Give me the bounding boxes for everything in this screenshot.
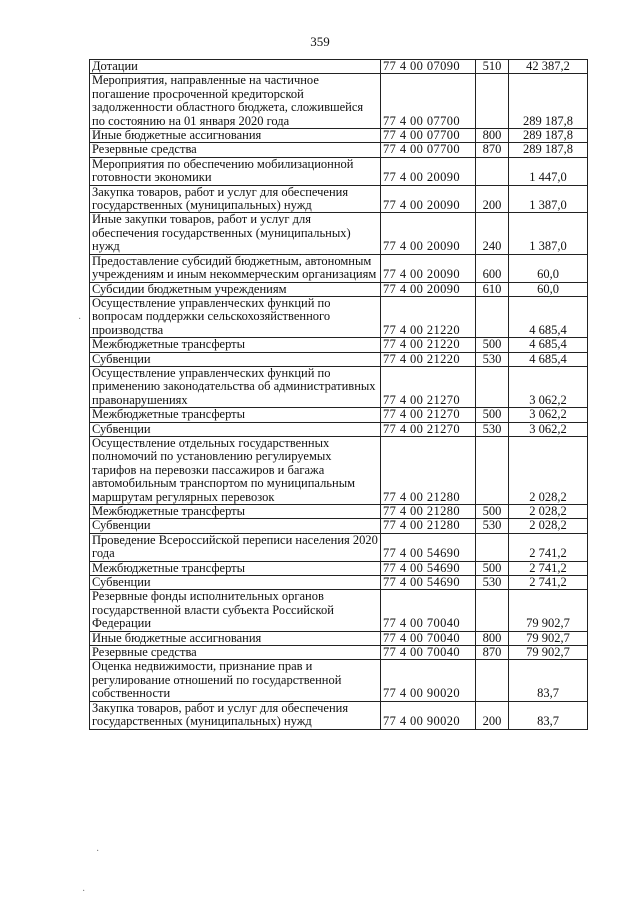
row-vr-cell: 530	[476, 519, 509, 533]
table-row	[90, 505, 588, 519]
row-name-cell: Резервные средства	[90, 143, 381, 157]
table-row	[90, 143, 588, 157]
row-vr-cell: 800	[476, 631, 509, 645]
table-row	[90, 213, 588, 254]
row-code-cell: 77 4 00 21280	[381, 436, 476, 504]
row-name-cell: Закупка товаров, работ и услуг для обеспечения государственных (муниципальных) нужд	[90, 185, 381, 213]
row-vr-cell	[476, 660, 509, 701]
row-vr-cell	[476, 590, 509, 631]
row-vr-cell: 870	[476, 143, 509, 157]
table-row	[90, 282, 588, 296]
row-vr-cell: 500	[476, 338, 509, 352]
table-row	[90, 533, 588, 561]
scan-dot: ·	[82, 886, 86, 897]
table-row	[90, 129, 588, 143]
row-code-cell: 77 4 00 07700	[381, 74, 476, 129]
row-code-cell: 77 4 00 21220	[381, 352, 476, 366]
row-vr-cell	[476, 296, 509, 337]
row-name-cell: Резервные фонды исполнительных органов государственной власти субъекта Российской Федерации	[90, 590, 381, 631]
row-sum-cell: 83,7	[509, 660, 588, 701]
row-code-cell: 77 4 00 07700	[381, 129, 476, 143]
row-code-cell: 77 4 00 20090	[381, 213, 476, 254]
row-vr-cell: 510	[476, 60, 509, 74]
row-vr-cell	[476, 157, 509, 185]
table-row	[90, 185, 588, 213]
row-vr-cell: 500	[476, 408, 509, 422]
row-sum-cell: 289 187,8	[509, 143, 588, 157]
row-code-cell: 77 4 00 21220	[381, 338, 476, 352]
row-sum-cell: 60,0	[509, 254, 588, 282]
page-number: 359	[310, 34, 330, 49]
row-sum-cell: 60,0	[509, 282, 588, 296]
row-name-cell: Оценка недвижимости, признание прав и регулирование отношений по государственной собственности	[90, 660, 381, 701]
row-code-cell: 77 4 00 21280	[381, 519, 476, 533]
row-name-cell: Закупка товаров, работ и услуг для обеспечения государственных (муниципальных) нужд	[90, 701, 381, 729]
row-name-cell: Межбюджетные трансферты	[90, 338, 381, 352]
row-name-cell: Субсидии бюджетным учреждениям	[90, 282, 381, 296]
row-code-cell: 77 4 00 90020	[381, 701, 476, 729]
row-sum-cell: 3 062,2	[509, 366, 588, 407]
row-vr-cell: 870	[476, 646, 509, 660]
row-vr-cell	[476, 366, 509, 407]
row-vr-cell	[476, 74, 509, 129]
row-name-cell: Иные бюджетные ассигнования	[90, 129, 381, 143]
row-name-cell: Субвенции	[90, 519, 381, 533]
row-name-cell: Мероприятия, направленные на частичное погашение просроченной кредиторской задолженности областного бюджета, сложившейся по состоянию на 01 января 2020 года	[90, 74, 381, 129]
row-sum-cell: 79 902,7	[509, 590, 588, 631]
table-row	[90, 74, 588, 129]
table-row	[90, 422, 588, 436]
scan-dot: ·	[96, 846, 100, 857]
row-sum-cell: 79 902,7	[509, 631, 588, 645]
row-vr-cell: 530	[476, 352, 509, 366]
row-code-cell: 77 4 00 20090	[381, 282, 476, 296]
row-name-cell: Дотации	[90, 60, 381, 74]
row-code-cell: 77 4 00 70040	[381, 631, 476, 645]
row-code-cell: 77 4 00 54690	[381, 576, 476, 590]
row-name-cell: Межбюджетные трансферты	[90, 408, 381, 422]
row-sum-cell: 2 741,2	[509, 533, 588, 561]
table-row	[90, 561, 588, 575]
row-code-cell: 77 4 00 54690	[381, 561, 476, 575]
table-row	[90, 296, 588, 337]
row-code-cell: 77 4 00 07700	[381, 143, 476, 157]
row-sum-cell: 1 447,0	[509, 157, 588, 185]
budget-table	[89, 59, 588, 730]
table-row	[90, 576, 588, 590]
row-vr-cell: 800	[476, 129, 509, 143]
row-sum-cell: 289 187,8	[509, 129, 588, 143]
row-sum-cell: 3 062,2	[509, 422, 588, 436]
table-row	[90, 352, 588, 366]
row-code-cell: 77 4 00 70040	[381, 646, 476, 660]
row-vr-cell: 200	[476, 185, 509, 213]
row-sum-cell: 4 685,4	[509, 338, 588, 352]
row-sum-cell: 4 685,4	[509, 352, 588, 366]
row-vr-cell: 200	[476, 701, 509, 729]
row-name-cell: Осуществление отдельных государственных полномочий по установлению регулируемых тарифов на перевозки пассажиров и багажа автомобильным транспортом по муниципальным маршрутам регулярных перевозок	[90, 436, 381, 504]
row-code-cell: 77 4 00 07090	[381, 60, 476, 74]
row-name-cell: Субвенции	[90, 576, 381, 590]
table-row	[90, 646, 588, 660]
row-name-cell: Субвенции	[90, 422, 381, 436]
row-name-cell: Осуществление управленческих функций по вопросам поддержки сельскохозяйственного производства	[90, 296, 381, 337]
table-row	[90, 408, 588, 422]
row-vr-cell: 500	[476, 505, 509, 519]
row-name-cell: Предоставление субсидий бюджетным, автономным учреждениям и иным некоммерческим организациям	[90, 254, 381, 282]
row-name-cell: Межбюджетные трансферты	[90, 561, 381, 575]
row-name-cell: Осуществление управленческих функций по применению законодательства об административных правонарушениях	[90, 366, 381, 407]
table-row	[90, 366, 588, 407]
table-row	[90, 338, 588, 352]
row-vr-cell: 500	[476, 561, 509, 575]
row-code-cell: 77 4 00 20090	[381, 254, 476, 282]
table-row	[90, 590, 588, 631]
row-name-cell: Мероприятия по обеспечению мобилизационной готовности экономики	[90, 157, 381, 185]
row-code-cell: 77 4 00 70040	[381, 590, 476, 631]
row-sum-cell: 2 028,2	[509, 519, 588, 533]
row-sum-cell: 83,7	[509, 701, 588, 729]
row-vr-cell: 530	[476, 422, 509, 436]
table-row	[90, 157, 588, 185]
row-name-cell: Резервные средства	[90, 646, 381, 660]
row-sum-cell: 1 387,0	[509, 185, 588, 213]
row-vr-cell: 600	[476, 254, 509, 282]
row-sum-cell: 289 187,8	[509, 74, 588, 129]
row-vr-cell: 610	[476, 282, 509, 296]
scan-dot: ·	[78, 314, 82, 325]
table-row	[90, 519, 588, 533]
table-row	[90, 436, 588, 504]
table-row	[90, 60, 588, 74]
row-code-cell: 77 4 00 90020	[381, 660, 476, 701]
row-sum-cell: 2 741,2	[509, 561, 588, 575]
row-sum-cell: 1 387,0	[509, 213, 588, 254]
row-vr-cell	[476, 533, 509, 561]
row-vr-cell: 530	[476, 576, 509, 590]
row-name-cell: Межбюджетные трансферты	[90, 505, 381, 519]
row-code-cell: 77 4 00 21270	[381, 422, 476, 436]
table-row	[90, 701, 588, 729]
budget-table-body	[90, 60, 588, 730]
row-code-cell: 77 4 00 20090	[381, 157, 476, 185]
row-vr-cell	[476, 436, 509, 504]
row-sum-cell: 2 741,2	[509, 576, 588, 590]
row-name-cell: Иные закупки товаров, работ и услуг для обеспечения государственных (муниципальных) нужд	[90, 213, 381, 254]
row-sum-cell: 2 028,2	[509, 436, 588, 504]
row-code-cell: 77 4 00 20090	[381, 185, 476, 213]
row-code-cell: 77 4 00 21270	[381, 408, 476, 422]
row-sum-cell: 2 028,2	[509, 505, 588, 519]
row-name-cell: Проведение Всероссийской переписи населения 2020 года	[90, 533, 381, 561]
row-code-cell: 77 4 00 54690	[381, 533, 476, 561]
row-name-cell: Субвенции	[90, 352, 381, 366]
row-vr-cell: 240	[476, 213, 509, 254]
table-row	[90, 660, 588, 701]
table-row	[90, 631, 588, 645]
row-sum-cell: 79 902,7	[509, 646, 588, 660]
row-code-cell: 77 4 00 21270	[381, 366, 476, 407]
table-row	[90, 254, 588, 282]
row-sum-cell: 4 685,4	[509, 296, 588, 337]
row-code-cell: 77 4 00 21280	[381, 505, 476, 519]
row-sum-cell: 42 387,2	[509, 60, 588, 74]
row-name-cell: Иные бюджетные ассигнования	[90, 631, 381, 645]
row-sum-cell: 3 062,2	[509, 408, 588, 422]
row-code-cell: 77 4 00 21220	[381, 296, 476, 337]
